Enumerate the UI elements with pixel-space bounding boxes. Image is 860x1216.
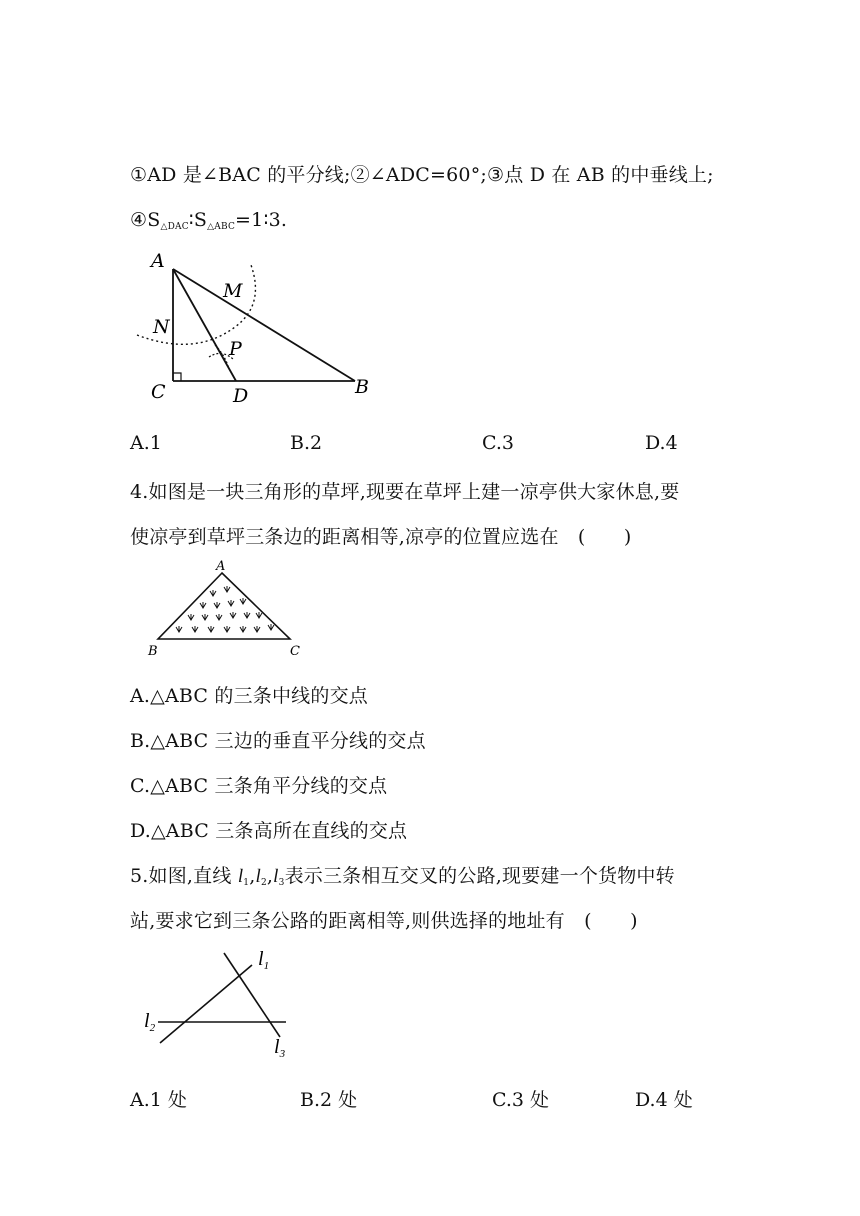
q3-s4-sub2: △ABC <box>207 222 236 232</box>
q3-option-b: B.2 <box>290 432 323 454</box>
line-l3-sub: 3 <box>278 878 285 888</box>
comma-2: , <box>266 865 274 887</box>
label-a: A <box>216 559 226 574</box>
q3-s4-mid: ∶S <box>188 209 208 231</box>
q3-statements-line1: ①AD 是∠BAC 的平分线;②∠ADC=60°;③点 D 在 AB 的中垂线上; <box>130 164 714 186</box>
q5-option-b: B.2 处 <box>300 1089 358 1111</box>
label-n: N <box>153 316 170 338</box>
q4-option-a: A.△ABC 的三条中线的交点 <box>130 685 368 707</box>
label-d: D <box>233 385 249 407</box>
q5-stem-suffix: 表示三条相互交叉的公路,现要建一个货物中转 <box>284 865 675 887</box>
q5-option-d: D.4 处 <box>635 1089 693 1111</box>
q4-figure <box>140 555 310 660</box>
line-l2-sub: 2 <box>260 878 267 888</box>
line-l1-sub: 1 <box>243 878 250 888</box>
q5-stem-line1 <box>130 861 675 888</box>
q5-figure <box>140 945 300 1065</box>
q5-option-a: A.1 处 <box>130 1089 187 1111</box>
segment-ab <box>173 269 355 381</box>
label-b: B <box>148 644 158 659</box>
q4-option-d: D.△ABC 三条高所在直线的交点 <box>130 820 408 842</box>
line-l3-name: l <box>273 866 279 887</box>
q4-stem-line1: 4.如图是一块三角形的草坪,现要在草坪上建一凉亭供大家休息,要 <box>130 481 680 503</box>
label-m: M <box>223 280 243 302</box>
label-p: P <box>229 338 242 360</box>
q3-option-d: D.4 <box>645 432 678 454</box>
label-a: A <box>151 250 165 272</box>
q5-stem-prefix: 5.如图,直线 <box>130 865 238 887</box>
line-l2-name: l <box>255 866 261 887</box>
label-l2: $l_2$ <box>144 1010 156 1034</box>
line-l1 <box>160 965 252 1043</box>
label-l1: $l_1$ <box>258 948 270 972</box>
q3-option-a: A.1 <box>130 432 162 454</box>
label-l3: $l_3$ <box>274 1036 286 1060</box>
q5-stem-line2: 站,要求它到三条公路的距离相等,则供选择的地址有 ( ) <box>130 910 638 932</box>
q3-statement4 <box>130 209 287 232</box>
label-b: B <box>355 376 369 398</box>
comma-1: , <box>249 865 256 887</box>
q5-option-c: C.3 处 <box>492 1089 550 1111</box>
q4-option-b: B.△ABC 三边的垂直平分线的交点 <box>130 730 426 752</box>
label-c: C <box>290 644 300 659</box>
line-l1-name: l <box>237 866 244 887</box>
q4-stem-line2: 使凉亭到草坪三条边的距离相等,凉亭的位置应选在 ( ) <box>130 526 632 548</box>
q3-figure <box>125 245 385 410</box>
right-angle-mark <box>173 373 181 381</box>
q4-option-c: C.△ABC 三条角平分线的交点 <box>130 775 388 797</box>
q3-s4-prefix: ④S <box>130 209 161 231</box>
q3-s4-suffix: =1∶3. <box>235 209 288 231</box>
q3-s4-sub1: △DAC <box>160 222 189 232</box>
label-c: C <box>151 381 166 403</box>
q3-option-c: C.3 <box>482 432 514 454</box>
